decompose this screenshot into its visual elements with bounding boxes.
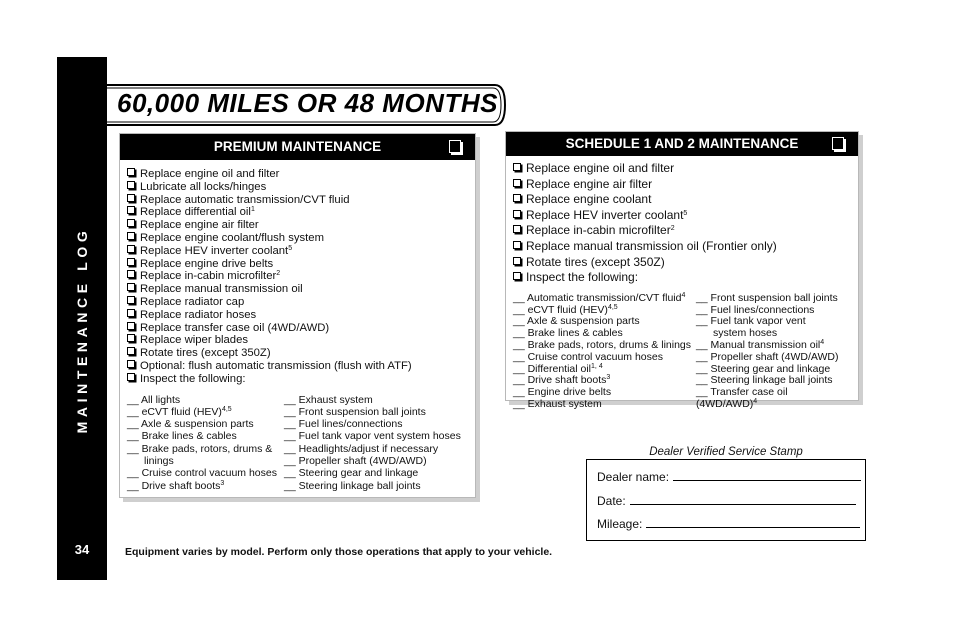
checkbox-icon[interactable] xyxy=(127,258,135,266)
checklist-item-label: Replace in-cabin microfilter xyxy=(140,270,277,283)
inspection-item-label: __ Axle & suspension parts xyxy=(127,418,254,431)
checkbox-icon[interactable] xyxy=(127,219,135,227)
footnote-ref: 5 xyxy=(683,209,688,217)
dealer-name-field[interactable] xyxy=(673,470,861,481)
inspection-item-label: __ Axle & suspension parts xyxy=(513,315,640,328)
checkbox-icon[interactable] xyxy=(127,245,135,253)
checkbox-icon[interactable] xyxy=(127,270,135,278)
checkbox-icon xyxy=(832,137,844,150)
checkbox-icon[interactable] xyxy=(513,210,521,218)
inspection-item xyxy=(284,406,461,418)
inspection-item-label: __ Steering linkage ball joints xyxy=(284,479,421,492)
inspection-item xyxy=(284,455,461,467)
checklist-item-label: Replace HEV inverter coolant xyxy=(526,207,684,222)
checklist-item xyxy=(127,373,467,386)
checklist-item xyxy=(127,283,467,296)
checklist-item-label: Replace engine air filter xyxy=(526,176,653,191)
inspection-item xyxy=(127,394,284,406)
premium-maintenance-body xyxy=(120,160,475,492)
schedule-maintenance-panel xyxy=(505,131,859,410)
inspection-item-label: __ Engine drive belts xyxy=(513,386,612,399)
date-field[interactable] xyxy=(630,494,856,505)
checklist-item xyxy=(513,239,850,255)
checklist-item-label: Replace in-cabin microfilter xyxy=(526,223,671,238)
inspection-item-label: linings xyxy=(144,455,174,468)
checkbox-icon[interactable] xyxy=(513,179,521,187)
inspection-item-label: __ Fuel lines/connections xyxy=(695,303,815,316)
inspection-item-label: __ Cruise control vacuum hoses xyxy=(127,467,277,480)
checklist-item xyxy=(127,219,467,232)
inspection-item-label: __ Transfer case oil (4WD/AWD) xyxy=(695,386,788,410)
checklist-item-label: Inspect the following: xyxy=(526,270,639,285)
checkbox-icon[interactable] xyxy=(127,373,135,381)
inspection-item xyxy=(284,467,461,479)
premium-maintenance-panel xyxy=(119,133,476,498)
checklist-item-label: Replace HEV inverter coolant xyxy=(140,244,289,257)
checklist-item xyxy=(127,206,467,219)
footnote-ref: 4,5 xyxy=(607,303,618,311)
inspection-item-label: __ Exhaust system xyxy=(284,393,373,406)
checkbox-icon[interactable] xyxy=(127,334,135,342)
checklist-item-label: Rotate tires (except 350Z) xyxy=(140,347,271,360)
checkbox-icon[interactable] xyxy=(513,194,521,202)
checklist-item xyxy=(127,334,467,347)
checklist-item xyxy=(127,270,467,283)
checklist-item-label: Replace wiper blades xyxy=(140,334,249,347)
inspection-item xyxy=(284,443,461,455)
schedule-inspection-columns xyxy=(513,293,850,411)
inspection-item-label: system hoses xyxy=(712,327,778,340)
inspection-item xyxy=(284,430,461,442)
schedule-maintenance-header xyxy=(506,132,858,156)
footnote-ref: 5 xyxy=(288,244,293,252)
checklist-item xyxy=(513,270,850,286)
stamp-title: Dealer Verified Service Stamp xyxy=(649,446,803,458)
footnote-ref: 3 xyxy=(606,374,611,382)
checkbox-icon[interactable] xyxy=(127,296,135,304)
date-row xyxy=(597,494,856,508)
inspection-item-label: __ Headlights/adjust if necessary xyxy=(284,442,439,455)
checkbox-icon[interactable] xyxy=(127,181,135,189)
checklist-item xyxy=(127,347,467,360)
checklist-item xyxy=(127,296,467,309)
dealer-name-row xyxy=(597,470,861,484)
inspection-item xyxy=(127,430,284,442)
inspection-item-label: __ Propeller shaft (4WD/AWD) xyxy=(284,455,427,468)
checklist-item xyxy=(127,322,467,335)
checklist-item xyxy=(513,208,850,224)
checklist-item-label: Replace engine air filter xyxy=(140,219,259,232)
checklist-item-label: Replace engine coolant xyxy=(526,192,652,207)
checklist-item xyxy=(127,168,467,181)
inspection-item-label: __ Cruise control vacuum hoses xyxy=(513,350,663,363)
footnote-ref: 1 xyxy=(250,206,255,214)
checklist-item-label: Replace engine oil and filter xyxy=(526,161,675,175)
checklist-item-label: Lubricate all locks/hinges xyxy=(140,180,267,193)
checklist-item xyxy=(127,232,467,245)
page-number: 34 xyxy=(74,542,90,557)
checkbox-icon[interactable] xyxy=(127,232,135,240)
checklist-item xyxy=(127,181,467,194)
checkbox-icon[interactable] xyxy=(127,309,135,317)
checklist-item xyxy=(127,309,467,322)
inspection-item-label: __ Steering linkage ball joints xyxy=(695,374,833,387)
checkbox-icon[interactable] xyxy=(513,241,521,249)
premium-inspection-right xyxy=(284,394,461,492)
checklist-item-label: Replace radiator cap xyxy=(140,295,245,308)
checklist-item-label: Replace engine drive belts xyxy=(140,257,274,270)
inspection-item-label: __ Brake pads, rotors, drums & xyxy=(127,442,273,455)
inspection-item xyxy=(513,399,696,411)
mileage-row xyxy=(597,517,860,531)
dealer-stamp-box xyxy=(586,460,866,541)
checklist-item xyxy=(127,360,467,373)
inspection-item-label: __ Differential oil xyxy=(513,362,592,375)
footnote-ref: 4 xyxy=(681,291,686,299)
mileage-label: Mileage: xyxy=(597,517,643,531)
inspection-item xyxy=(127,406,284,418)
inspection-item-label: __ Brake pads, rotors, drums & linings xyxy=(513,338,691,351)
checklist-item-label: Rotate tires (except 350Z) xyxy=(526,254,665,269)
checkbox-icon[interactable] xyxy=(127,360,135,368)
footnote-ref: 2 xyxy=(670,225,675,233)
inspection-item-label: __ eCVT fluid (HEV) xyxy=(513,303,608,316)
inspection-item-label: __ Brake lines & cables xyxy=(513,327,623,340)
checklist-item xyxy=(513,255,850,271)
inspection-item xyxy=(284,418,461,430)
checklist-item-label: Optional: flush automatic transmission (flush with ATF) xyxy=(140,359,412,372)
checkbox-icon[interactable] xyxy=(127,194,135,202)
checklist-item-label: Replace automatic transmission/CVT fluid xyxy=(140,193,350,206)
premium-inspection-columns xyxy=(127,394,467,492)
premium-maintenance-header xyxy=(120,134,475,160)
inspection-item xyxy=(127,455,284,467)
footnote-ref: 4 xyxy=(753,397,758,405)
schedule-maintenance-title: SCHEDULE 1 AND 2 MAINTENANCE xyxy=(565,136,799,151)
checklist-item xyxy=(127,245,467,258)
inspection-item-label: __ Drive shaft boots xyxy=(127,479,221,492)
inspection-item-label: __ Front suspension ball joints xyxy=(695,291,838,304)
checklist-item-label: Inspect the following: xyxy=(140,372,246,385)
footnote-ref: 4 xyxy=(820,338,825,346)
premium-inspection-left xyxy=(127,394,284,492)
footer-note: Equipment varies by model. Perform only those operations that apply to your vehicle. xyxy=(125,546,553,558)
checkbox-icon[interactable] xyxy=(127,322,135,330)
checkbox-icon[interactable] xyxy=(127,168,135,176)
page-title: 60,000 MILES OR 48 MONTHS xyxy=(117,88,498,118)
footnote-ref: 3 xyxy=(220,479,225,487)
checklist-item-label: Replace transfer case oil (4WD/AWD) xyxy=(140,321,330,334)
inspection-item xyxy=(284,480,461,492)
checkbox-icon[interactable] xyxy=(513,163,521,171)
date-label: Date: xyxy=(597,494,626,508)
inspection-item xyxy=(127,467,284,479)
checklist-item xyxy=(127,258,467,271)
checklist-item xyxy=(513,177,850,193)
schedule-inspection-left xyxy=(513,293,696,411)
checklist-item xyxy=(513,161,850,177)
inspection-item-label: __ Manual transmission oil xyxy=(695,338,821,351)
dealer-name-label: Dealer name: xyxy=(597,470,670,484)
inspection-item xyxy=(127,480,284,492)
inspection-item-label: __ Propeller shaft (4WD/AWD) xyxy=(695,350,839,363)
checkbox-icon xyxy=(449,140,461,153)
inspection-item-label: __ All lights xyxy=(127,393,181,406)
checklist-item-label: Replace manual transmission oil (Frontier only) xyxy=(526,238,777,253)
checklist-item-label: Replace engine oil and filter xyxy=(140,168,280,180)
inspection-item xyxy=(127,443,284,455)
inspection-item-label: __ Drive shaft boots xyxy=(513,374,607,387)
schedule-inspection-right xyxy=(696,293,850,411)
checklist-item xyxy=(513,223,850,239)
footnote-ref: 2 xyxy=(276,270,281,278)
checkbox-icon[interactable] xyxy=(513,272,521,280)
inspection-item xyxy=(696,387,850,411)
inspection-item-label: __ Steering gear and linkage xyxy=(284,467,419,480)
checkbox-icon[interactable] xyxy=(513,257,521,265)
checklist-item xyxy=(513,192,850,208)
checkbox-icon[interactable] xyxy=(127,283,135,291)
footnote-ref: 1, 4 xyxy=(591,362,603,370)
checkbox-icon[interactable] xyxy=(127,347,135,355)
inspection-item-label: __ Automatic transmission/CVT fluid xyxy=(513,291,682,304)
footnote-ref: 4,5 xyxy=(221,405,232,413)
checklist-item-label: Replace manual transmission oil xyxy=(140,283,303,296)
checkbox-icon[interactable] xyxy=(513,225,521,233)
sidebar-label: MAINTENANCE LOG xyxy=(74,226,90,434)
inspection-item xyxy=(284,394,461,406)
inspection-item-label: __ Steering gear and linkage xyxy=(695,362,831,375)
premium-checklist xyxy=(127,168,467,386)
inspection-item-label: __ Exhaust system xyxy=(513,397,602,410)
premium-maintenance-title: PREMIUM MAINTENANCE xyxy=(213,139,382,154)
schedule-maintenance-body xyxy=(506,156,858,411)
checkbox-icon[interactable] xyxy=(127,206,135,214)
mileage-field[interactable] xyxy=(646,517,860,528)
inspection-item-label: __ Fuel lines/connections xyxy=(284,418,403,431)
checklist-item xyxy=(127,194,467,207)
inspection-item-label: __ Brake lines & cables xyxy=(127,430,237,443)
inspection-item-label: __ Fuel tank vapor vent xyxy=(695,315,806,328)
inspection-item xyxy=(127,418,284,430)
checklist-item-label: Replace engine coolant/flush system xyxy=(140,231,324,244)
inspection-item-label: __ Front suspension ball joints xyxy=(284,405,426,418)
inspection-item-label: __ eCVT fluid (HEV) xyxy=(127,405,222,418)
checklist-item-label: Replace radiator hoses xyxy=(140,308,257,321)
inspection-item-label: __ Fuel tank vapor vent system hoses xyxy=(284,430,461,443)
schedule-checklist xyxy=(513,161,850,286)
checklist-item-label: Replace differential oil xyxy=(140,206,251,219)
